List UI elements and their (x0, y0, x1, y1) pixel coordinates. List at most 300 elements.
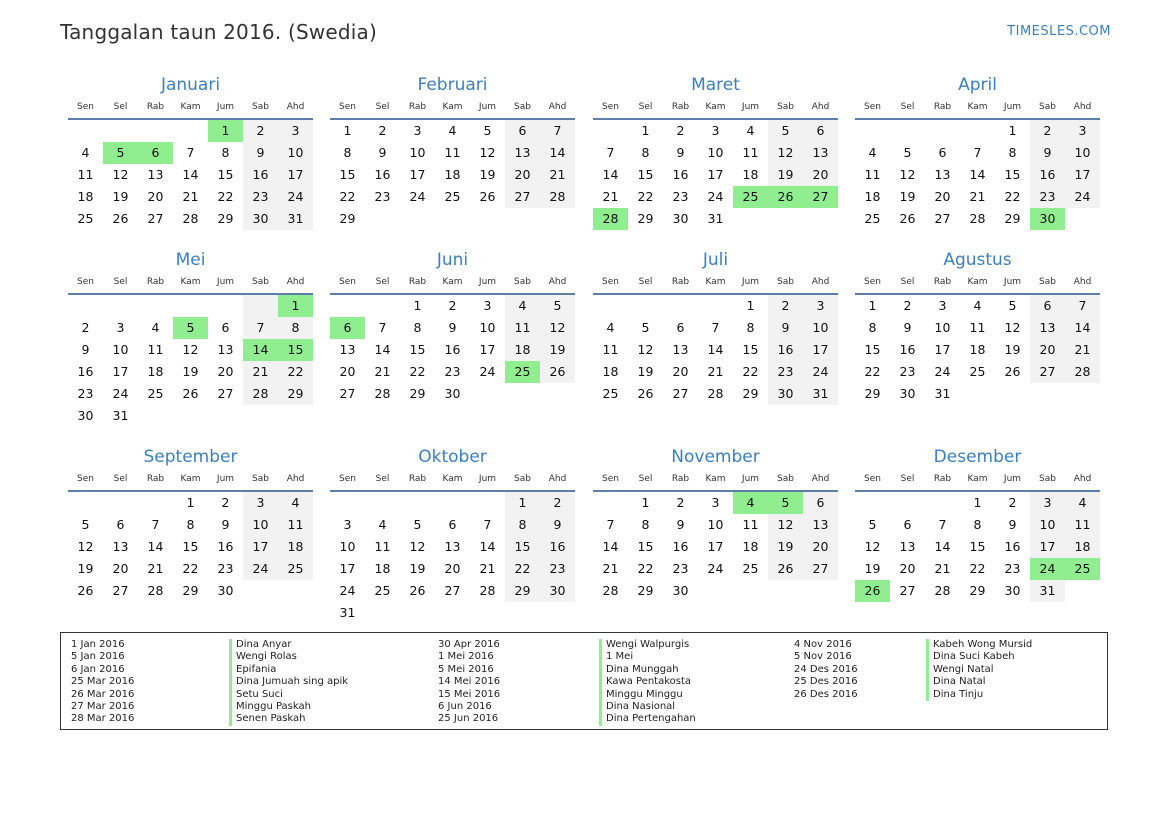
weekday-header (855, 470, 1100, 492)
day-cell: 25 (742, 561, 759, 576)
day-cell: 21 (969, 189, 986, 204)
day-grid (855, 120, 1100, 230)
weekday-label: Sab (252, 277, 269, 287)
legend-names-column (599, 639, 696, 726)
day-cell: 7 (711, 320, 720, 335)
day-cell: 19 (768, 536, 803, 558)
legend-holiday-name: Dina Tinju (926, 689, 1032, 701)
day-cell: 24 (803, 361, 838, 383)
weekday-label: Sel (375, 102, 390, 112)
day-cell: 8 (746, 320, 755, 335)
day-cell: 8 (641, 517, 650, 532)
month-mei (68, 249, 313, 427)
day-cell: 19 (409, 561, 426, 576)
legend-date: 5 Jan 2016 (71, 651, 125, 663)
weekday-label: Jum (1003, 474, 1022, 484)
day-cell: 24 (707, 189, 724, 204)
day-cell: 10 (339, 539, 356, 554)
day-cell: 13 (147, 167, 164, 182)
month-name: April (958, 75, 997, 95)
day-cell: 2 (81, 320, 90, 335)
day-cell: 9 (243, 142, 278, 164)
empty-cell (365, 602, 400, 624)
day-cell: 4 (1065, 492, 1100, 514)
day-cell: 6 (676, 320, 685, 335)
day-cell: 2 (768, 295, 803, 317)
day-cell: 23 (77, 386, 94, 401)
day-cell: 20 (672, 364, 689, 379)
day-cell: 13 (934, 167, 951, 182)
weekday-label: Ahd (811, 102, 830, 112)
empty-cell (365, 492, 400, 514)
day-cell: 12 (479, 145, 496, 160)
day-cell: 10 (1065, 142, 1100, 164)
day-cell: 30 (899, 386, 916, 401)
empty-cell (663, 295, 698, 317)
day-cell: 16 (1030, 164, 1065, 186)
day-cell: 9 (768, 317, 803, 339)
day-cell: 12 (1004, 320, 1021, 335)
day-cell: 13 (112, 539, 129, 554)
weekday-label: Kam (180, 277, 201, 287)
day-cell: 27 (112, 583, 129, 598)
empty-cell (698, 295, 733, 317)
day-cell: 19 (479, 167, 496, 182)
day-cell: 19 (768, 164, 803, 186)
legend-date: 6 Jun 2016 (438, 701, 492, 713)
day-cell: 21 (1065, 339, 1100, 361)
empty-cell (400, 602, 435, 624)
weekday-label: Sab (514, 102, 531, 112)
day-cell: 27 (147, 211, 164, 226)
day-cell: 8 (505, 514, 540, 536)
weekday-label: Sab (777, 277, 794, 287)
day-cell: 13 (339, 342, 356, 357)
day-cell: 31 (803, 383, 838, 405)
day-cell: 9 (540, 514, 575, 536)
day-cell: 22 (969, 561, 986, 576)
month-name: Mei (175, 250, 206, 270)
holiday-day-cell: 1 (278, 295, 313, 317)
day-cell: 23 (672, 189, 689, 204)
day-cell: 11 (374, 539, 391, 554)
empty-cell (243, 295, 278, 317)
day-cell: 10 (707, 145, 724, 160)
legend-holiday-name: Kawa Pentakosta (599, 676, 696, 688)
weekday-label: Sab (777, 474, 794, 484)
day-cell: 28 (182, 211, 199, 226)
empty-cell (173, 120, 208, 142)
day-cell: 30 (672, 211, 689, 226)
day-cell: 18 (505, 339, 540, 361)
holiday-day-cell: 25 (1065, 558, 1100, 580)
day-cell: 5 (540, 295, 575, 317)
day-cell: 8 (973, 517, 982, 532)
empty-cell (925, 120, 960, 142)
day-cell: 24 (243, 558, 278, 580)
legend-holiday-name: Setu Suci (229, 689, 348, 701)
empty-cell (628, 295, 663, 317)
day-cell: 12 (77, 539, 94, 554)
empty-cell (733, 208, 768, 230)
empty-cell (103, 295, 138, 317)
day-cell: 19 (182, 364, 199, 379)
holiday-day-cell: 25 (733, 186, 768, 208)
empty-cell (855, 120, 890, 142)
day-cell: 14 (602, 539, 619, 554)
day-cell: 2 (903, 298, 912, 313)
empty-cell (400, 208, 435, 230)
day-cell: 10 (112, 342, 129, 357)
day-cell: 12 (637, 342, 654, 357)
month-juni (330, 249, 575, 405)
empty-cell (138, 120, 173, 142)
month-name: Desember (933, 447, 1022, 467)
day-cell: 11 (602, 342, 619, 357)
day-cell: 8 (413, 320, 422, 335)
day-cell: 17 (278, 164, 313, 186)
day-grid (593, 120, 838, 230)
weekday-label: Ahd (1073, 474, 1092, 484)
legend-dates-column (71, 639, 134, 726)
holiday-day-cell: 28 (593, 208, 628, 230)
weekday-label: Rab (408, 474, 427, 484)
day-cell: 18 (77, 189, 94, 204)
day-cell: 8 (868, 320, 877, 335)
day-cell: 3 (413, 123, 422, 138)
weekday-label: Rab (146, 102, 165, 112)
day-cell: 30 (768, 383, 803, 405)
weekday-header (330, 273, 575, 295)
day-cell: 6 (448, 517, 457, 532)
day-cell: 23 (768, 361, 803, 383)
day-cell: 24 (707, 561, 724, 576)
day-cell: 15 (217, 167, 234, 182)
month-juli (593, 249, 838, 405)
day-cell: 30 (672, 583, 689, 598)
day-cell: 5 (641, 320, 650, 335)
day-cell: 14 (602, 167, 619, 182)
day-cell: 19 (112, 189, 129, 204)
month-name: Januari (160, 75, 221, 95)
day-cell: 7 (186, 145, 195, 160)
day-cell: 1 (343, 123, 352, 138)
empty-cell (1030, 383, 1065, 405)
weekday-label: Jum (478, 277, 497, 287)
day-cell: 29 (969, 583, 986, 598)
legend-holiday-name: Dina Anyar (229, 639, 348, 651)
weekday-label: Sen (77, 277, 94, 287)
day-cell: 11 (742, 517, 759, 532)
day-cell: 17 (243, 536, 278, 558)
day-cell: 23 (1030, 186, 1065, 208)
legend-date: 25 Mar 2016 (71, 676, 135, 688)
month-name: November (671, 447, 760, 467)
empty-cell (995, 383, 1030, 405)
day-cell: 28 (243, 383, 278, 405)
day-cell: 24 (339, 583, 356, 598)
month-name: September (143, 447, 238, 467)
holiday-legend (60, 632, 1108, 730)
holiday-day-cell: 5 (173, 317, 208, 339)
day-cell: 3 (1030, 492, 1065, 514)
day-cell: 29 (864, 386, 881, 401)
day-cell: 14 (374, 342, 391, 357)
day-cell: 11 (147, 342, 164, 357)
day-cell: 2 (540, 492, 575, 514)
legend-date: 1 Jan 2016 (71, 639, 125, 650)
weekday-label: Rab (933, 474, 952, 484)
day-cell: 26 (77, 583, 94, 598)
legend-dates-column (794, 639, 858, 701)
day-cell: 2 (448, 298, 457, 313)
empty-cell (505, 602, 540, 624)
day-cell: 18 (147, 364, 164, 379)
month-name: Februari (417, 75, 488, 95)
day-cell: 14 (479, 539, 496, 554)
legend-date: 25 Jun 2016 (438, 713, 499, 725)
legend-holiday-name: Dina Pertengahan (599, 713, 696, 725)
day-cell: 14 (147, 539, 164, 554)
day-cell: 23 (540, 558, 575, 580)
day-cell: 24 (479, 364, 496, 379)
day-cell: 21 (182, 189, 199, 204)
weekday-header (855, 273, 1100, 295)
legend-date: 26 Des 2016 (794, 688, 858, 700)
day-cell: 14 (707, 342, 724, 357)
day-cell: 22 (409, 364, 426, 379)
day-cell: 18 (969, 342, 986, 357)
day-cell: 27 (444, 583, 461, 598)
day-cell: 17 (409, 167, 426, 182)
day-cell: 19 (864, 561, 881, 576)
day-cell: 2 (1008, 495, 1017, 510)
empty-cell (435, 208, 470, 230)
legend-holiday-name: Senen Paskah (229, 713, 348, 725)
weekday-label: Rab (146, 277, 165, 287)
day-cell: 28 (540, 186, 575, 208)
weekday-label: Rab (671, 102, 690, 112)
day-cell: 15 (409, 342, 426, 357)
day-cell: 31 (934, 386, 951, 401)
day-cell: 21 (479, 561, 496, 576)
day-cell: 5 (1008, 298, 1017, 313)
month-april (855, 74, 1100, 230)
day-cell: 3 (938, 298, 947, 313)
day-cell: 13 (1030, 317, 1065, 339)
day-grid (330, 295, 575, 405)
day-cell: 20 (444, 561, 461, 576)
empty-cell (138, 492, 173, 514)
day-cell: 17 (112, 364, 129, 379)
day-cell: 23 (1004, 561, 1021, 576)
day-cell: 27 (672, 386, 689, 401)
weekday-header (593, 273, 838, 295)
day-cell: 17 (707, 539, 724, 554)
day-cell: 6 (221, 320, 230, 335)
empty-cell (243, 405, 278, 427)
weekday-label: Sen (864, 474, 881, 484)
day-cell: 16 (899, 342, 916, 357)
day-cell: 16 (1004, 539, 1021, 554)
legend-holiday-name: Minggu Minggu (599, 689, 696, 701)
day-cell: 9 (676, 517, 685, 532)
day-cell: 30 (444, 386, 461, 401)
day-cell: 1 (186, 495, 195, 510)
day-cell: 21 (602, 561, 619, 576)
day-cell: 7 (243, 317, 278, 339)
day-cell: 16 (672, 539, 689, 554)
weekday-label: Kam (705, 474, 726, 484)
empty-cell (540, 383, 575, 405)
legend-holiday-name: Wengi Rolas (229, 651, 348, 663)
day-cell: 20 (934, 189, 951, 204)
day-cell: 15 (182, 539, 199, 554)
day-cell: 18 (742, 167, 759, 182)
day-cell: 4 (151, 320, 160, 335)
day-cell: 25 (374, 583, 391, 598)
day-cell: 3 (243, 492, 278, 514)
day-cell: 12 (768, 514, 803, 536)
empty-cell (68, 492, 103, 514)
day-cell: 10 (1030, 514, 1065, 536)
day-cell: 27 (505, 186, 540, 208)
day-cell: 24 (278, 186, 313, 208)
legend-holiday-name: Wengi Walpurgis (599, 639, 696, 651)
day-cell: 26 (182, 386, 199, 401)
legend-holiday-name: Dina Suci Kabeh (926, 651, 1032, 663)
day-cell: 4 (278, 492, 313, 514)
weekday-header (68, 98, 313, 120)
day-cell: 17 (1030, 536, 1065, 558)
day-cell: 4 (746, 123, 755, 138)
holiday-day-cell: 30 (1030, 208, 1065, 230)
day-cell: 17 (1065, 164, 1100, 186)
day-cell: 24 (112, 386, 129, 401)
day-cell: 2 (221, 495, 230, 510)
day-cell: 1 (746, 298, 755, 313)
day-cell: 17 (707, 167, 724, 182)
weekday-label: Sel (113, 474, 128, 484)
weekday-label: Ahd (811, 474, 830, 484)
day-cell: 26 (409, 583, 426, 598)
empty-cell (173, 405, 208, 427)
day-cell: 28 (969, 211, 986, 226)
day-cell: 23 (243, 186, 278, 208)
day-cell: 14 (540, 142, 575, 164)
day-cell: 26 (112, 211, 129, 226)
empty-cell (1065, 383, 1100, 405)
day-cell: 27 (934, 211, 951, 226)
holiday-day-cell: 14 (243, 339, 278, 361)
day-cell: 15 (505, 536, 540, 558)
day-cell: 25 (77, 211, 94, 226)
day-cell: 19 (1004, 342, 1021, 357)
month-oktober (330, 446, 575, 624)
day-cell: 4 (973, 298, 982, 313)
day-cell: 14 (934, 539, 951, 554)
day-cell: 22 (637, 189, 654, 204)
legend-date: 5 Nov 2016 (794, 651, 852, 663)
day-grid (68, 295, 313, 427)
month-maret (593, 74, 838, 230)
day-cell: 20 (803, 536, 838, 558)
day-cell: 5 (413, 517, 422, 532)
weekday-label: Ahd (286, 277, 305, 287)
weekday-label: Kam (705, 102, 726, 112)
day-cell: 8 (221, 145, 230, 160)
brand-link[interactable]: TIMESLES.COM (1007, 24, 1111, 39)
empty-cell (278, 580, 313, 602)
weekday-label: Kam (442, 277, 463, 287)
day-cell: 23 (217, 561, 234, 576)
empty-cell (470, 602, 505, 624)
day-cell: 18 (1065, 536, 1100, 558)
weekday-label: Rab (671, 277, 690, 287)
empty-cell (698, 580, 733, 602)
day-cell: 15 (1004, 167, 1021, 182)
day-cell: 2 (243, 120, 278, 142)
day-grid (68, 120, 313, 230)
day-cell: 1 (973, 495, 982, 510)
day-cell: 4 (448, 123, 457, 138)
weekday-label: Jum (478, 102, 497, 112)
legend-date: 6 Jan 2016 (71, 663, 125, 675)
day-cell: 20 (1030, 339, 1065, 361)
legend-holiday-name: Kabeh Wong Mursid (926, 639, 1032, 651)
weekday-label: Sen (339, 277, 356, 287)
weekday-label: Ahd (1073, 277, 1092, 287)
weekday-label: Sel (375, 474, 390, 484)
day-cell: 6 (938, 145, 947, 160)
day-cell: 20 (899, 561, 916, 576)
day-cell: 9 (81, 342, 90, 357)
day-cell: 29 (182, 583, 199, 598)
day-cell: 1 (641, 495, 650, 510)
weekday-label: Jum (216, 474, 235, 484)
day-cell: 16 (444, 342, 461, 357)
weekday-label: Ahd (286, 474, 305, 484)
day-cell: 22 (742, 364, 759, 379)
empty-cell (103, 120, 138, 142)
day-cell: 28 (707, 386, 724, 401)
weekday-label: Sen (602, 474, 619, 484)
weekday-header (68, 273, 313, 295)
day-cell: 10 (479, 320, 496, 335)
day-cell: 24 (409, 189, 426, 204)
holiday-day-cell: 25 (505, 361, 540, 383)
day-cell: 24 (1065, 186, 1100, 208)
day-cell: 8 (641, 145, 650, 160)
empty-cell (470, 492, 505, 514)
day-cell: 25 (602, 386, 619, 401)
day-cell: 1 (868, 298, 877, 313)
day-cell: 13 (672, 342, 689, 357)
day-cell: 3 (1065, 120, 1100, 142)
empty-cell (960, 120, 995, 142)
weekday-label: Sab (252, 474, 269, 484)
holiday-day-cell: 24 (1030, 558, 1065, 580)
day-cell: 9 (378, 145, 387, 160)
day-cell: 19 (540, 339, 575, 361)
weekday-label: Kam (180, 102, 201, 112)
day-cell: 5 (768, 120, 803, 142)
day-cell: 11 (505, 317, 540, 339)
legend-date: 25 Des 2016 (794, 676, 858, 688)
day-cell: 6 (803, 120, 838, 142)
legend-holiday-name: Dina Nasional (599, 701, 696, 713)
day-cell: 3 (711, 495, 720, 510)
